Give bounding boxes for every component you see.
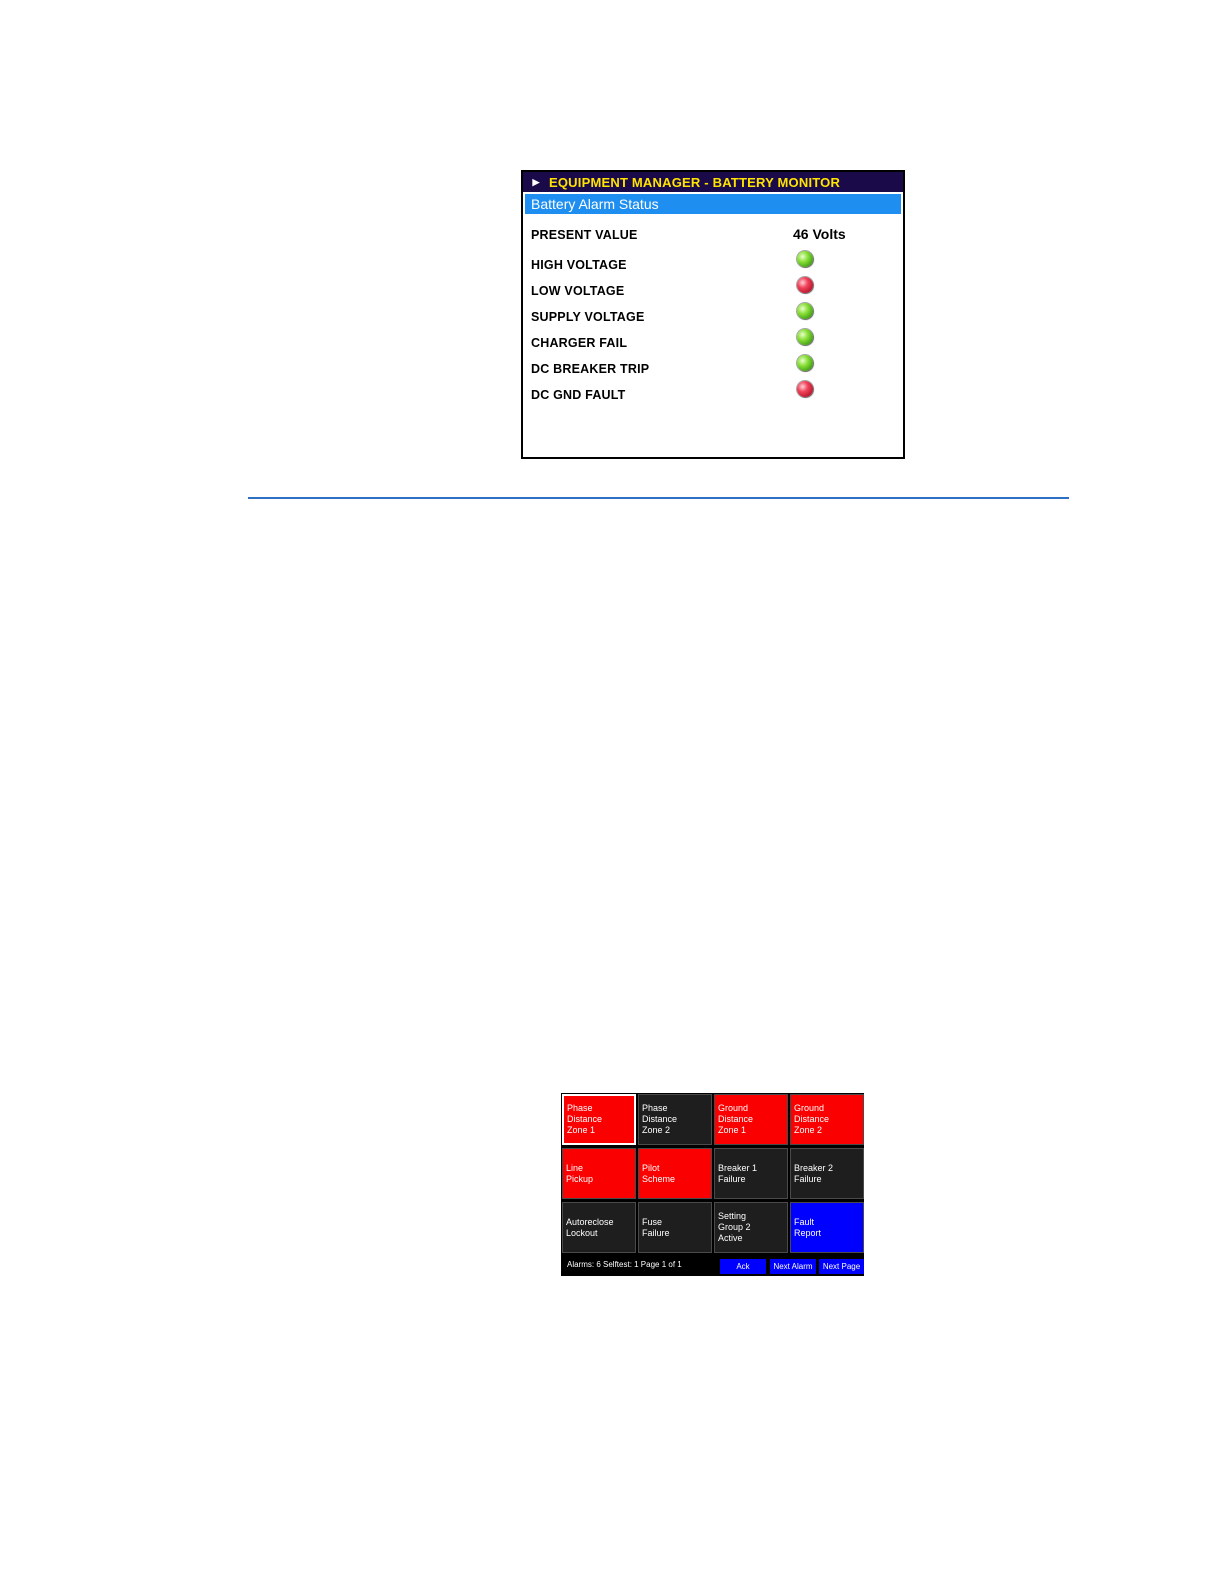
alarm-label-charger-fail: CHARGER FAIL <box>531 336 628 350</box>
next-alarm-button[interactable]: Next Alarm <box>770 1259 816 1274</box>
tile-phase-distance-zone-2[interactable]: Phase Distance Zone 2 <box>638 1094 712 1145</box>
next-page-button[interactable]: Next Page <box>819 1259 864 1274</box>
tile-phase-distance-zone-1[interactable]: Phase Distance Zone 1 <box>562 1094 636 1145</box>
tile-fuse-failure[interactable]: Fuse Failure <box>638 1202 712 1253</box>
status-bar <box>561 1253 864 1276</box>
ack-button[interactable]: Ack <box>720 1259 766 1274</box>
tile-ground-distance-zone-2[interactable]: Ground Distance Zone 2 <box>790 1094 864 1145</box>
annunciator-panel <box>561 1093 864 1276</box>
alarm-label-high-voltage: HIGH VOLTAGE <box>531 258 627 272</box>
menu-arrow-icon[interactable]: ▶ <box>532 176 540 187</box>
tile-pilot-scheme[interactable]: Pilot Scheme <box>638 1148 712 1199</box>
status-text: Alarms: 6 Selftest: 1 Page 1 of 1 <box>567 1260 682 1269</box>
tile-breaker-2-failure[interactable]: Breaker 2 Failure <box>790 1148 864 1199</box>
status-led-icon <box>797 329 813 345</box>
tile-autoreclose-lockout[interactable]: Autoreclose Lockout <box>562 1202 636 1253</box>
status-led-icon <box>797 277 813 293</box>
tile-breaker-1-failure[interactable]: Breaker 1 Failure <box>714 1148 788 1199</box>
alarm-label-dc-breaker-trip: DC BREAKER TRIP <box>531 362 650 376</box>
section-divider <box>248 497 1069 499</box>
status-led-icon <box>797 251 813 267</box>
battery-monitor-panel <box>521 170 905 459</box>
section-header: Battery Alarm Status <box>525 194 901 214</box>
panel-title: EQUIPMENT MANAGER - BATTERY MONITOR <box>549 174 841 190</box>
present-value: 46 Volts <box>793 226 846 242</box>
status-led-icon <box>797 381 813 397</box>
tile-ground-distance-zone-1[interactable]: Ground Distance Zone 1 <box>714 1094 788 1145</box>
title-bar <box>523 172 903 192</box>
tile-fault-report[interactable]: Fault Report <box>790 1202 864 1253</box>
status-led-icon <box>797 355 813 371</box>
present-value-label: PRESENT VALUE <box>531 228 638 242</box>
annunciator-grid <box>561 1093 864 1253</box>
alarm-label-supply-voltage: SUPPLY VOLTAGE <box>531 310 645 324</box>
tile-line-pickup[interactable]: Line Pickup <box>562 1148 636 1199</box>
status-led-icon <box>797 303 813 319</box>
alarm-label-dc-gnd-fault: DC GND FAULT <box>531 388 626 402</box>
alarm-label-low-voltage: LOW VOLTAGE <box>531 284 625 298</box>
tile-setting-group-2-active[interactable]: Setting Group 2 Active <box>714 1202 788 1253</box>
